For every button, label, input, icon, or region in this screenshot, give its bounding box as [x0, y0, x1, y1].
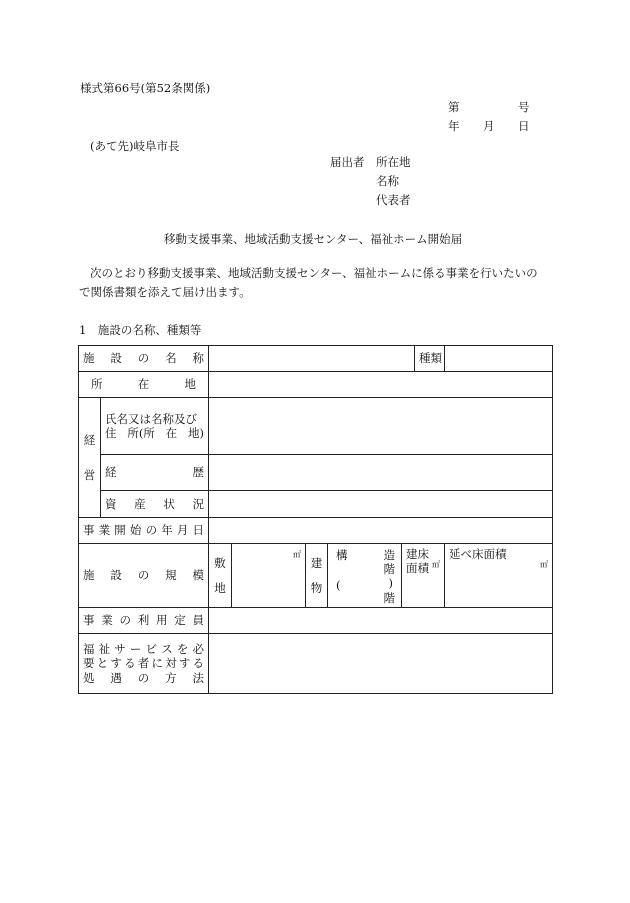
row-capacity	[79, 608, 553, 634]
sqm-unit: ㎡	[432, 560, 440, 569]
facility-info-table	[78, 345, 553, 694]
assets-value[interactable]	[209, 491, 553, 518]
date-day: 日	[518, 119, 530, 133]
treatment-label: 福 祉 サ ー ビ ス を 必 要 と す る 者 に 対 す る 処 遇 の 方 法	[79, 634, 209, 694]
paren-close: )	[388, 576, 393, 590]
row-scale	[79, 544, 553, 608]
body-line-2: で関係書類を添えて届け出ます。	[79, 285, 251, 299]
date-year: 年	[448, 119, 460, 133]
number-prefix: 第	[448, 100, 460, 114]
paren-open: (	[336, 578, 341, 592]
type-label: 種 類	[415, 346, 445, 372]
site-area-value[interactable]	[232, 544, 306, 608]
row-career	[79, 455, 553, 491]
building-area-cell[interactable]	[402, 544, 445, 608]
floor-label-2: 階	[383, 591, 395, 605]
structure-label-1: 構	[336, 548, 348, 562]
row-name-address	[79, 398, 553, 455]
treatment-value[interactable]	[209, 634, 553, 694]
name-address-label: 氏名又は名称及び 住 所(所 在 地)	[101, 398, 209, 455]
assets-label: 資 産 状 況	[101, 491, 209, 518]
site-label: 敷 地	[209, 544, 232, 608]
section-heading: 1 施設の名称、種類等	[79, 323, 202, 337]
notifier-label: 届出者	[330, 155, 365, 169]
facility-name-value[interactable]	[209, 346, 415, 372]
date-month: 月	[483, 119, 495, 133]
management-label: 経 営	[79, 398, 101, 518]
row-facility-name	[79, 346, 553, 372]
row-treatment	[79, 634, 553, 694]
number-suffix: 号	[518, 100, 530, 114]
sqm-unit: ㎡	[293, 550, 301, 559]
location-label: 所 在 地	[79, 372, 209, 398]
capacity-value[interactable]	[209, 608, 553, 634]
type-value[interactable]	[445, 346, 553, 372]
scale-label: 施 設 の 規 模	[79, 544, 209, 608]
document-title: 移動支援事業、地域活動支援センター、福祉ホーム開始届	[164, 232, 463, 246]
total-floor-area-cell[interactable]	[445, 544, 553, 608]
building-label: 建 物	[306, 544, 328, 608]
name-address-value[interactable]	[209, 398, 553, 455]
building-area-label: 建床面積	[406, 547, 429, 576]
career-value[interactable]	[209, 455, 553, 491]
career-label: 経 歴	[101, 455, 209, 491]
start-date-value[interactable]	[209, 518, 553, 544]
row-assets	[79, 491, 553, 518]
row-location	[79, 372, 553, 398]
body-line-1: 次のとおり移動支援事業、地域活動支援センター、福祉ホームに係る事業を行いたいの	[90, 266, 538, 280]
sqm-unit: ㎡	[540, 560, 548, 569]
structure-label-2: 造	[383, 548, 395, 562]
representative-label: 代表者	[376, 193, 411, 207]
capacity-label: 事 業 の 利 用 定 員	[79, 608, 209, 634]
address-label: 所在地	[376, 155, 411, 169]
location-value[interactable]	[209, 372, 553, 398]
addressee: (あて先)岐阜市長	[90, 139, 180, 153]
start-date-label: 事 業 開 始 の 年 月 日	[79, 518, 209, 544]
facility-name-label: 施 設 の 名 称	[79, 346, 209, 372]
name-label: 名称	[376, 174, 399, 188]
total-floor-area-label: 延べ床面積	[449, 547, 507, 561]
form-number: 様式第66号(第52条関係)	[80, 81, 211, 95]
floor-label-1: 階	[383, 562, 395, 576]
structure-floors[interactable]	[328, 544, 402, 608]
row-start-date	[79, 518, 553, 544]
